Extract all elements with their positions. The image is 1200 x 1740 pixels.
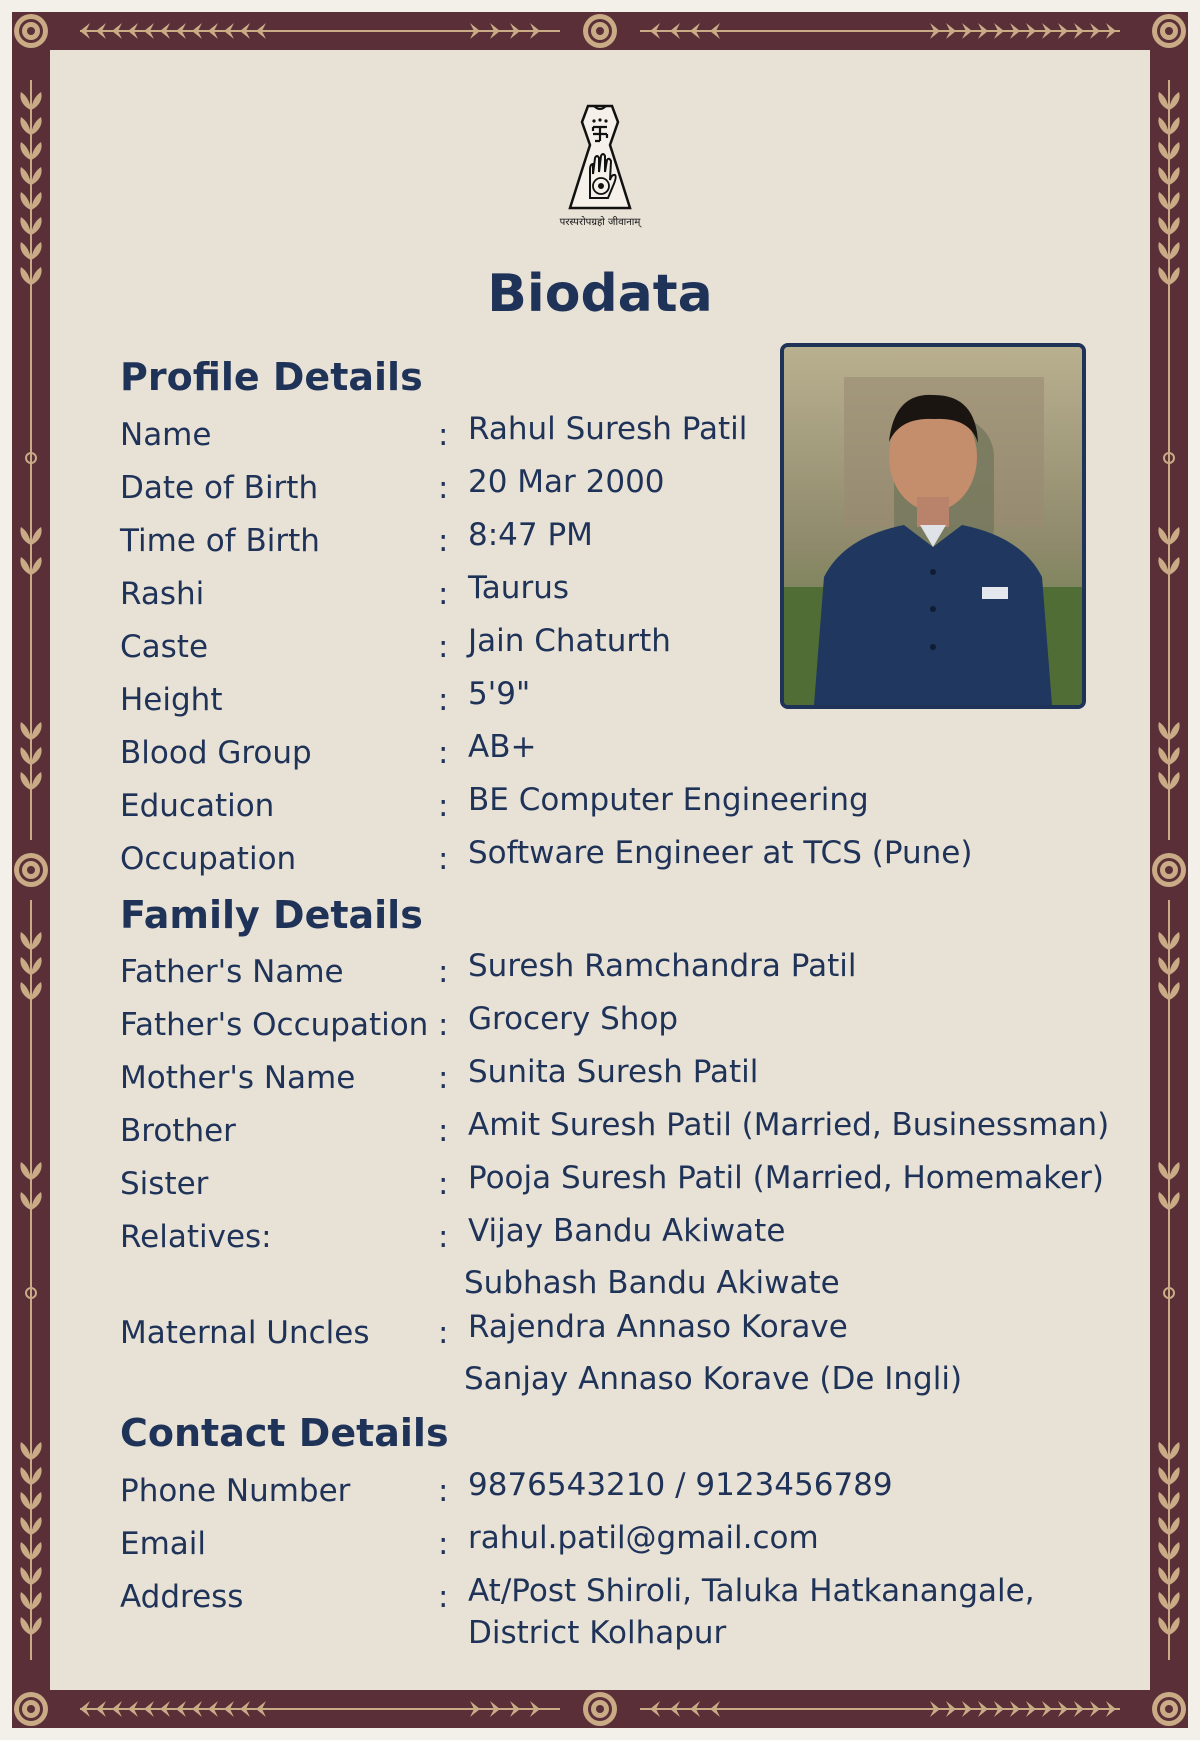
row-colon: : <box>438 1579 449 1615</box>
row-value: Taurus <box>468 570 569 606</box>
row-value: Suresh Ramchandra Patil <box>468 948 857 984</box>
emblem-caption: परस्परोपग्रहो जीवानाम् <box>559 217 641 228</box>
row-value: Grocery Shop <box>468 1001 679 1037</box>
row-label: Father's Name <box>120 954 344 990</box>
profile-row-dob <box>120 464 1080 513</box>
row-value: Rahul Suresh Patil <box>468 411 748 447</box>
row-colon: : <box>438 576 449 612</box>
row-label: Occupation <box>120 841 297 877</box>
row-colon: : <box>438 788 449 824</box>
row-colon: : <box>438 735 449 771</box>
profile-details-heading: Profile Details <box>120 355 423 399</box>
family-row-brother <box>120 1107 1110 1156</box>
row-label: Phone Number <box>120 1473 351 1509</box>
row-value: BE Computer Engineering <box>468 782 869 818</box>
row-label: Time of Birth <box>120 523 320 559</box>
row-value: AB+ <box>468 729 537 765</box>
family-row-sister <box>120 1160 1104 1209</box>
row-value: Jain Chaturth <box>468 623 671 659</box>
row-label: Maternal Uncles <box>120 1315 370 1351</box>
row-label: Relatives: <box>120 1219 272 1255</box>
row-value: Amit Suresh Patil (Married, Businessman) <box>468 1107 1110 1143</box>
family-row-mother-name <box>120 1054 1080 1103</box>
family-row-relatives <box>120 1213 1080 1262</box>
contact-details-heading: Contact Details <box>120 1411 449 1455</box>
row-colon: : <box>438 1473 449 1509</box>
row-colon: : <box>438 841 449 877</box>
contact-row-phone <box>120 1467 1080 1516</box>
row-value: Sunita Suresh Patil <box>468 1054 759 1090</box>
profile-row-education <box>120 782 1080 831</box>
row-value: 20 Mar 2000 <box>468 464 665 500</box>
profile-row-blood-group <box>120 729 1080 778</box>
row-label: Mother's Name <box>120 1060 356 1096</box>
row-colon: : <box>438 1315 449 1351</box>
row-colon: : <box>438 417 449 453</box>
profile-row-rashi <box>120 570 1080 619</box>
row-label: Rashi <box>120 576 205 612</box>
row-label: Education <box>120 788 275 824</box>
row-label: Blood Group <box>120 735 312 771</box>
row-value: rahul.patil@gmail.com <box>468 1520 819 1556</box>
row-label: Brother <box>120 1113 236 1149</box>
row-value: 9876543210 / 9123456789 <box>468 1467 893 1503</box>
row-colon: : <box>438 523 449 559</box>
row-colon: : <box>438 470 449 506</box>
row-colon: : <box>438 1007 449 1043</box>
row-label: Caste <box>120 629 209 665</box>
row-colon: : <box>438 954 449 990</box>
maternal-uncles-extra-value: Sanjay Annaso Korave (De Ingli) <box>464 1361 963 1397</box>
row-value: Rajendra Annaso Korave <box>468 1309 848 1345</box>
row-label: Sister <box>120 1166 209 1202</box>
family-details-heading: Family Details <box>120 893 423 937</box>
row-value: Pooja Suresh Patil (Married, Homemaker) <box>468 1160 1104 1196</box>
row-colon: : <box>438 1113 449 1149</box>
page-title: Biodata <box>487 264 713 324</box>
row-value: 8:47 PM <box>468 517 593 553</box>
jain-emblem-icon <box>560 100 640 230</box>
relatives-extra-value: Subhash Bandu Akiwate <box>464 1265 840 1301</box>
contact-row-email <box>120 1520 1080 1569</box>
profile-row-occupation <box>120 835 1080 884</box>
profile-row-tob <box>120 517 1080 566</box>
family-row-maternal-uncles <box>120 1309 1080 1358</box>
row-label: Address <box>120 1579 244 1615</box>
address-extra-value: District Kolhapur <box>468 1615 727 1651</box>
row-label: Name <box>120 417 212 453</box>
family-row-father-name <box>120 948 1080 997</box>
profile-row-caste <box>120 623 1080 672</box>
row-colon: : <box>438 682 449 718</box>
row-colon: : <box>438 1060 449 1096</box>
row-label: Father's Occupation <box>120 1007 429 1043</box>
row-colon: : <box>438 1166 449 1202</box>
row-colon: : <box>438 1526 449 1562</box>
row-label: Height <box>120 682 223 718</box>
row-value: At/Post Shiroli, Taluka Hatkanangale, <box>468 1573 1035 1609</box>
row-label: Email <box>120 1526 207 1562</box>
profile-row-name <box>120 411 1080 460</box>
row-value: 5'9" <box>468 676 531 712</box>
row-colon: : <box>438 629 449 665</box>
profile-row-height <box>120 676 1080 725</box>
row-colon: : <box>438 1219 449 1255</box>
family-row-father-occupation <box>120 1001 1080 1050</box>
row-value: Software Engineer at TCS (Pune) <box>468 835 973 871</box>
row-label: Date of Birth <box>120 470 319 506</box>
row-value: Vijay Bandu Akiwate <box>468 1213 786 1249</box>
